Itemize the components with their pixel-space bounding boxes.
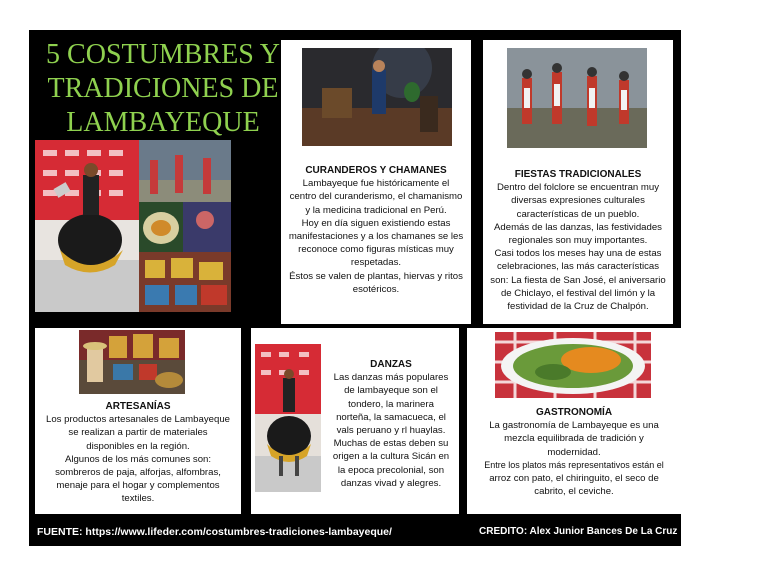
fiestas-line: diversas expresiones culturales [511, 195, 645, 207]
gastronomia-line: Entre los platos más representativos están el [484, 459, 664, 470]
panel-curanderos [281, 40, 471, 324]
fiestas-line: son: La fiesta de San José, el aniversario [490, 274, 666, 286]
fiestas-line: Dentro del folclore se encuentran muy [496, 182, 660, 194]
curanderos-line: esotéricos. [352, 283, 400, 295]
danzas-line: de lambayeque son el [344, 385, 438, 397]
artesanias-line: menaje para el hogar y complementos [56, 480, 220, 492]
collage-image [35, 140, 231, 312]
danzas-line: la epoca precolonial, son [337, 464, 445, 476]
gastronomia-line: cabrito, el ceviche. [534, 486, 614, 498]
danzas-line: Las danzas más populares [333, 372, 449, 384]
curanderos-photo [302, 48, 452, 146]
title-line-3: LAMBAYEQUE [66, 107, 260, 138]
fiestas-line: regionales son muy importantes. [508, 235, 648, 247]
curanderos-heading: CURANDEROS Y CHAMANES [305, 165, 447, 176]
artesanias-photo [79, 330, 185, 394]
artesanias-line: se realizan a partir de materiales [68, 427, 208, 439]
artesanias-line: sombreros de paja, alforjas, alfombras, [55, 467, 221, 479]
gastronomia-heading: GASTRONOMÍA [535, 407, 613, 418]
danzas-photo [255, 344, 321, 492]
curanderos-line: Hoy en día siguen existiendo estas [301, 217, 451, 229]
curanderos-line: centro del curanderismo, el chamanismo [289, 191, 463, 203]
danzas-line: Muchas de estas deben su [333, 438, 449, 450]
danzas-line: norteña, la samacueca, el [336, 411, 446, 423]
gastronomia-line: arroz con pato, el chiringuito, el seco de [489, 473, 659, 485]
curanderos-line: manifestaciones y a los chamanes se les [288, 231, 464, 243]
curanderos-line: Éstos se valen de plantas, hiervas y ritos [289, 270, 463, 282]
artesanias-line: Algunos de los más comunes son: [64, 453, 212, 465]
gastronomia-line: mezcla equilibrada de tradición y [504, 433, 644, 445]
artesanias-line: textiles. [121, 493, 155, 505]
title-line-2: TRADICIONES DE [47, 73, 279, 104]
fiestas-line: celebraciones, las más características [496, 261, 660, 273]
panel-gastronomia [467, 328, 681, 514]
curanderos-line: respetadas. [350, 257, 402, 269]
panel-danzas [251, 328, 459, 514]
footer-credit: CREDITO: Alex Junior Bances De La Cruz [479, 526, 678, 537]
danzas-line: origen a la cultura Sicán en [332, 451, 450, 463]
fiestas-line: de Chiclayo, el festival del limón y la [500, 287, 656, 299]
panel-artesanias [35, 328, 241, 514]
curanderos-line: Lambayeque fue históricamente el [302, 178, 450, 190]
artesanias-line: Los productos artesanales de Lambayeque [45, 414, 230, 426]
fiestas-line: Además de las danzas, las festividades [494, 221, 662, 233]
danzas-heading: DANZAS [370, 359, 412, 370]
artesanias-line: disponibles en la región. [86, 440, 190, 452]
poster-title [39, 38, 287, 140]
panel-fiestas [483, 40, 673, 324]
photo-collage [35, 140, 231, 312]
gastronomia-photo [495, 332, 651, 398]
gastronomia-line: modernidad. [547, 446, 601, 458]
fiestas-line: festividad de la Cruz de Chalpón. [507, 301, 649, 313]
fiestas-line: características de un pueblo. [516, 208, 640, 220]
footer-source: FUENTE: https://www.lifeder.com/costumbres-tradiciones-lambayeque/ [37, 526, 392, 538]
curanderos-line: reconoce como figuras místicas muy [298, 244, 454, 256]
fiestas-line: Casi todos los meses hay una de estas [494, 248, 662, 260]
gastronomia-line: La gastronomía de Lambayeque es una [489, 420, 659, 432]
poster [29, 30, 681, 546]
fiestas-photo [507, 48, 647, 148]
danzas-line: vals peruano y rl huaylas. [336, 425, 446, 437]
title-line-1: 5 COSTUMBRES Y [46, 39, 280, 70]
curanderos-line: y la medicina tradicional en Perú. [305, 204, 447, 216]
danzas-line: danzas vivad y alegres. [340, 477, 442, 489]
danzas-line: tondero, la marinera [348, 398, 434, 410]
fiestas-heading: FIESTAS TRADICIONALES [514, 169, 642, 180]
artesanias-heading: ARTESANÍAS [105, 401, 171, 412]
